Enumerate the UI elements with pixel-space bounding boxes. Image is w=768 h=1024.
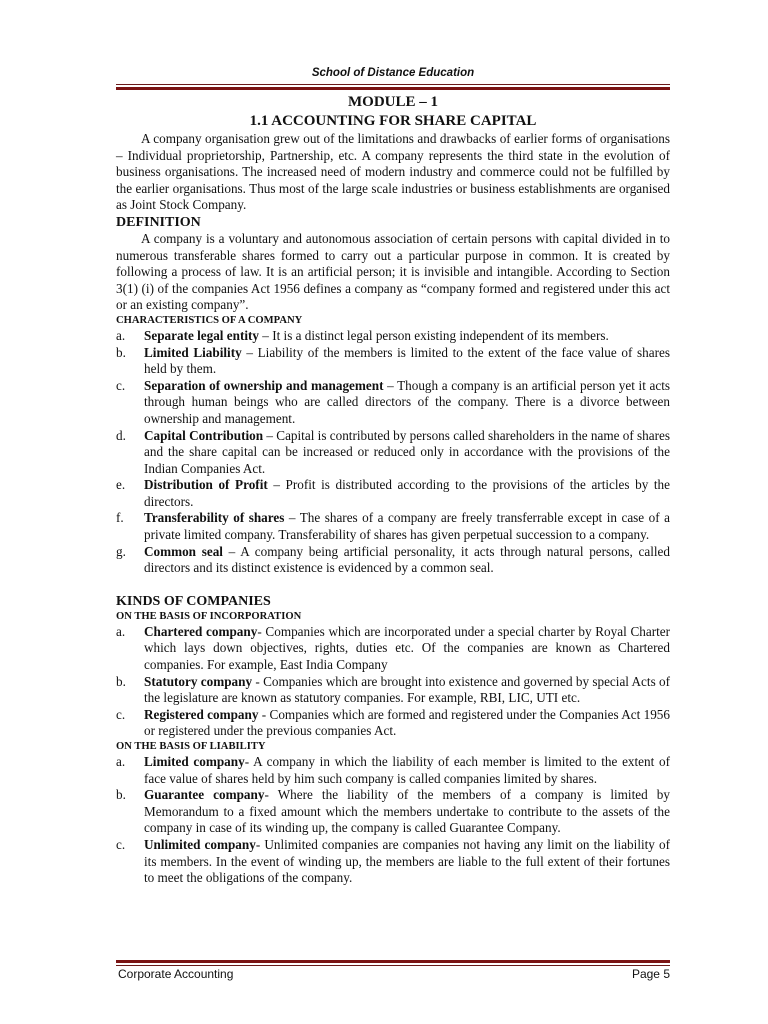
item-text: – Capital is contributed by persons called shareholders in the name of shares and the share capital can be increased or reduced only in accordance with the provisions of the Indian Companies Act. <box>144 427 670 476</box>
list-marker: b. <box>116 344 126 360</box>
page-body <box>116 93 670 887</box>
item-term: Limited Liability <box>144 344 242 360</box>
list-marker: f. <box>116 510 124 526</box>
item-term: Limited company <box>144 754 245 769</box>
item-term: Chartered company <box>144 623 258 639</box>
item-text: – The shares of a company are freely transferrable except in case of a private limited company. Transferability of shares has given perpetual succession to a company. <box>144 510 670 543</box>
characteristics-heading: CHARACTERISTICS OF A COMPANY <box>116 314 303 326</box>
item-term: Unlimited company <box>144 836 256 852</box>
item-term: Distribution of Profit <box>144 477 268 493</box>
item-text: - Where the liability of the members of a company is limited by Memorandum to a fixed amount which the members undertake to contribute to the assets of the company in case of its winding up, the company is called Guarantee Company. <box>144 787 670 836</box>
list-item <box>116 378 670 428</box>
item-text: – A company being artificial personality, it acts through natural persons, called directors and its distinct existence is evidenced by a common seal. <box>144 543 670 576</box>
list-item <box>116 787 670 837</box>
item-term: Capital Contribution <box>144 427 264 443</box>
item-term: Separate legal entity <box>144 327 259 343</box>
list-marker: a. <box>116 754 126 769</box>
list-item <box>116 674 670 707</box>
characteristics-list <box>116 328 670 577</box>
item-text: – Though a company is an artificial person yet it acts through human beings who are called directors of the company. There is a divorce between ownership and management. <box>144 377 671 426</box>
list-marker: g. <box>116 543 126 559</box>
list-item <box>116 544 670 577</box>
header-rule-thin <box>116 84 670 85</box>
footer-course: Corporate Accounting <box>118 967 234 981</box>
list-marker: d. <box>116 427 126 443</box>
list-marker: e. <box>116 477 126 493</box>
page-number: Page 5 <box>631 967 670 981</box>
item-text: - Unlimited companies are companies not having any limit on the liability of its members. In the event of winding up, the members are liable to the full extent of their fortunes to meet the obligations of the company. <box>144 836 671 886</box>
item-term: Guarantee company <box>144 787 265 803</box>
module-title: MODULE – 1 <box>348 94 438 110</box>
list-marker: b. <box>116 673 126 689</box>
item-text: - Companies which are brought into existence and governed by special Acts of the legislature are known as statutory companies. For example, RBI, LIC, UTI etc. <box>144 673 670 706</box>
list-item <box>116 428 670 478</box>
footer-rule-thick <box>116 960 670 963</box>
item-text: - Companies which are formed and registered under the Companies Act 1956 or registered under the previous companies Act. <box>144 706 670 739</box>
list-item <box>116 837 670 887</box>
liability-list <box>116 754 670 887</box>
item-term: Separation of ownership and management <box>144 377 384 393</box>
chapter-title: 1.1 ACCOUNTING FOR SHARE CAPITAL <box>249 113 537 129</box>
incorporation-heading: ON THE BASIS OF INCORPORATION <box>116 610 302 622</box>
item-text: – Profit is distributed according to the provisions of the articles by the directors. <box>144 477 670 509</box>
list-item <box>116 477 670 510</box>
list-item <box>116 754 670 787</box>
item-text: – It is a distinct legal person existing independent of its members. <box>259 327 609 343</box>
definition-heading: DEFINITION <box>116 214 201 230</box>
item-term: Statutory company <box>144 673 253 689</box>
kinds-heading: KINDS OF COMPANIES <box>116 593 271 609</box>
list-marker: c. <box>116 377 126 393</box>
item-term: Registered company <box>144 706 259 722</box>
running-header: School of Distance Education <box>311 67 475 79</box>
list-marker: a. <box>116 327 126 343</box>
list-item <box>116 707 670 740</box>
item-text: - Companies which are incorporated under a special charter by Royal Charter which lays down objectives, rights, duties etc. Of the companies are known as Chartered companies. For example, East India Company <box>144 623 670 673</box>
list-marker: c. <box>116 706 126 722</box>
item-text: – Liability of the members is limited to the extent of the face value of shares held by them. <box>144 344 670 377</box>
intro-paragraph: A company organisation grew out of the limitations and drawbacks of earlier forms of organisations – Individual proprietorship, Partnership, etc. A company represents the third state in the evolution of business organisations. The increased need of modern industry and commerce could not be fulfilled by the earlier organisations. Thus most of the large scale industries or business establishments are organised as Joint Stock Company. <box>116 131 670 213</box>
list-item <box>116 624 670 674</box>
item-term: Common seal <box>144 543 223 559</box>
item-text: - A company in which the liability of each member is limited to the extent of face value of shares held by him such company is called companies limited by shares. <box>144 754 670 786</box>
list-marker: c. <box>116 836 126 852</box>
item-term: Transferability of shares <box>144 510 285 526</box>
list-item <box>116 328 670 345</box>
definition-paragraph: A company is a voluntary and autonomous association of certain persons with capital divided in to numerous transferable shares formed to carry out a particular purpose in common. It is created by following a process of law. It is an artificial person; it is invisible and intangible. According to Section 3(1) (i) of the companies Act 1956 defines a company as “company formed and registered under this act or an existing company”. <box>116 230 670 313</box>
list-item <box>116 510 670 543</box>
list-item <box>116 345 670 378</box>
list-marker: a. <box>116 623 126 639</box>
liability-heading: ON THE BASIS OF LIABILITY <box>116 741 266 752</box>
incorporation-list <box>116 624 670 740</box>
header-rule-thick <box>116 87 670 90</box>
list-marker: b. <box>116 787 126 803</box>
